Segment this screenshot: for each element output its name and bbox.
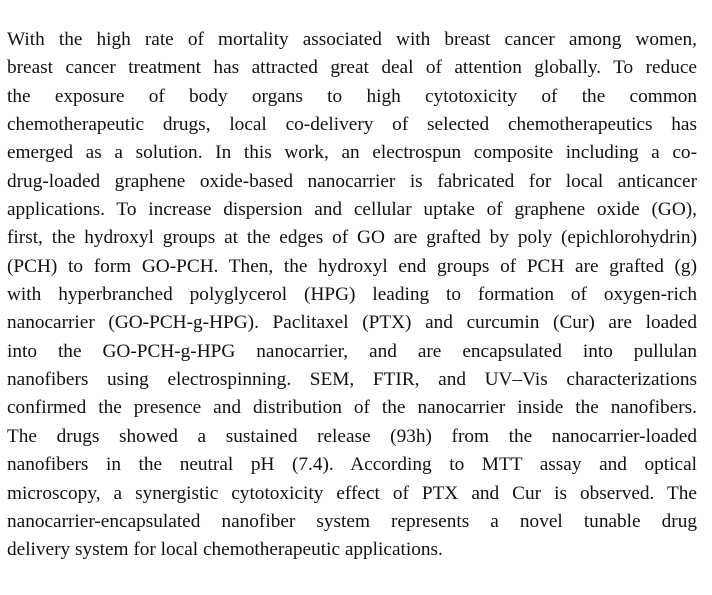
abstract-line-18: nanocarrier-encapsulated nanofiber system represents a novel tunable drug xyxy=(7,510,697,532)
abstract-line-6: drug-loaded graphene oxide-based nanocarrier is fabricated for local anticancer xyxy=(7,170,697,192)
abstract-line-14: confirmed the presence and distribution of the nanocarrier inside the nanofibers. xyxy=(7,397,697,419)
abstract-line-3: the exposure of body organs to high cytotoxicity of the common xyxy=(7,85,697,107)
abstract-line-19: delivery system for local chemotherapeutic applications. xyxy=(7,539,443,561)
abstract-line-7: applications. To increase dispersion and cellular uptake of graphene oxide (GO), xyxy=(7,199,697,221)
abstract-line-8: first, the hydroxyl groups at the edges of GO are grafted by poly (epichlorohydrin) xyxy=(7,227,697,249)
abstract-line-2: breast cancer treatment has attracted great deal of attention globally. To reduce xyxy=(7,57,697,79)
abstract-line-5: emerged as a solution. In this work, an electrospun composite including a co- xyxy=(7,142,697,164)
abstract-line-13: nanofibers using electrospinning. SEM, FTIR, and UV–Vis characterizations xyxy=(7,369,697,391)
abstract-line-12: into the GO-PCH-g-HPG nanocarrier, and are encapsulated into pullulan xyxy=(7,340,697,362)
abstract-line-11: nanocarrier (GO-PCH-g-HPG). Paclitaxel (PTX) and curcumin (Cur) are loaded xyxy=(7,312,697,334)
abstract-line-4: chemotherapeutic drugs, local co-delivery of selected chemotherapeutics has xyxy=(7,114,697,136)
abstract-line-15: The drugs showed a sustained release (93h) from the nanocarrier-loaded xyxy=(7,425,697,447)
abstract-paragraph xyxy=(7,26,697,565)
abstract-line-9: (PCH) to form GO-PCH. Then, the hydroxyl end groups of PCH are grafted (g) xyxy=(7,255,697,277)
abstract-line-17: microscopy, a synergistic cytotoxicity effect of PTX and Cur is observed. The xyxy=(7,482,697,504)
abstract-line-16: nanofibers in the neutral pH (7.4). According to MTT assay and optical xyxy=(7,454,697,476)
abstract-line-10: with hyperbranched polyglycerol (HPG) leading to formation of oxygen-rich xyxy=(7,284,697,306)
abstract-line-1: With the high rate of mortality associated with breast cancer among women, xyxy=(7,29,697,50)
